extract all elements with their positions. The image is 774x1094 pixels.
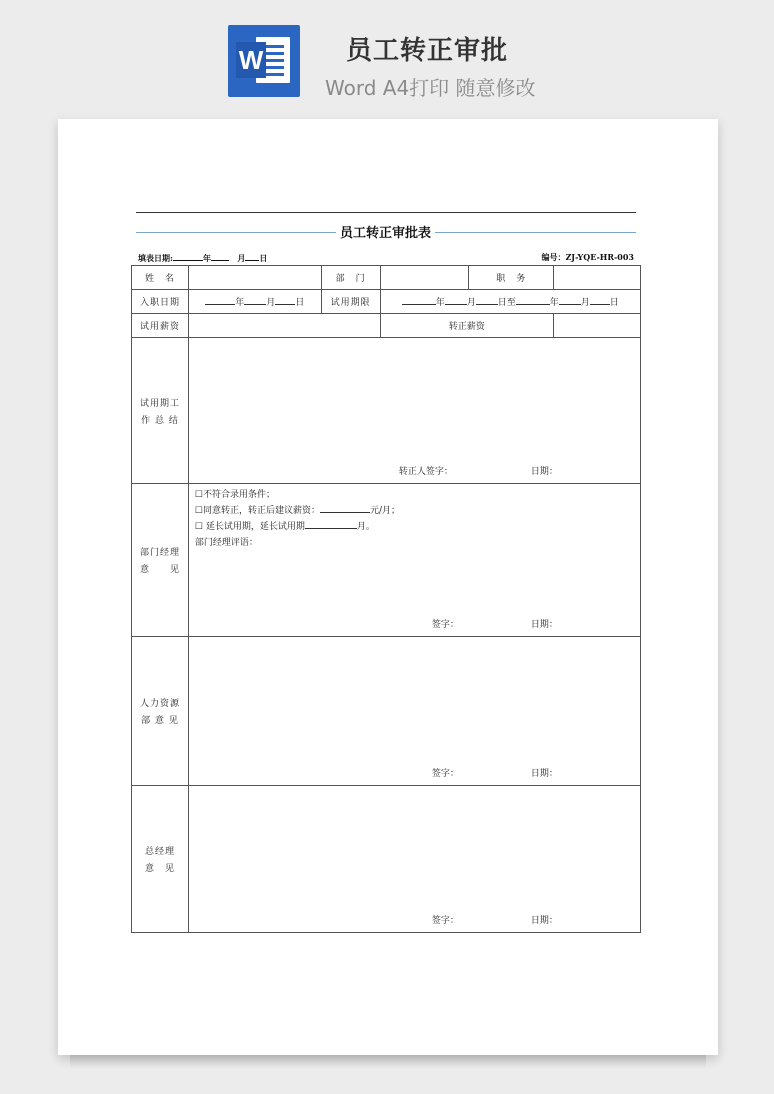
join-month-label: 月 bbox=[266, 298, 276, 308]
fill-date-year-blank[interactable] bbox=[173, 252, 203, 261]
dept-signature-label: 签字： bbox=[431, 620, 459, 630]
fill-date-month-blank[interactable] bbox=[211, 252, 229, 261]
name-field[interactable] bbox=[188, 266, 321, 290]
department-label: 部 门 bbox=[321, 266, 380, 290]
trial-salary-label: 试用薪资 bbox=[132, 314, 189, 338]
dept-manager-label-line2: 意 见 bbox=[139, 565, 180, 575]
summary-signature-label: 转正人签字： bbox=[398, 467, 453, 477]
hr-signature-label: 签字： bbox=[431, 769, 459, 779]
summary-date-label: 日期： bbox=[530, 467, 558, 477]
form-title: 员工转正审批表 bbox=[336, 223, 435, 245]
form-code: 编号：ZJ-YQE-HR-003 bbox=[541, 252, 634, 262]
prob-day2-label: 日 bbox=[609, 298, 619, 308]
option-approve-regular-text: ☐同意转正，转正后建议薪资： bbox=[194, 506, 320, 516]
prob-month2-label: 月 bbox=[580, 298, 590, 308]
prob-day-to-label: 日至 bbox=[497, 298, 516, 308]
work-summary-label bbox=[132, 338, 189, 484]
prob-year1-label: 年 bbox=[435, 298, 445, 308]
prob-year2-label: 年 bbox=[549, 298, 559, 308]
work-summary-field[interactable] bbox=[188, 338, 640, 484]
position-label: 职 务 bbox=[469, 266, 554, 290]
dept-manager-comment-label: 部门经理评语： bbox=[194, 538, 258, 548]
join-date-field[interactable] bbox=[188, 290, 321, 314]
gm-opinion-label bbox=[132, 786, 189, 933]
option-extend-probation-unit: 月。 bbox=[356, 522, 375, 532]
hr-opinion-field[interactable] bbox=[188, 637, 640, 786]
fill-date-month-label: 月 bbox=[237, 253, 246, 263]
word-icon bbox=[228, 25, 300, 97]
option-extend-probation[interactable] bbox=[195, 519, 375, 532]
probation-period-field[interactable] bbox=[380, 290, 640, 314]
position-field[interactable] bbox=[554, 266, 641, 290]
header bbox=[0, 0, 774, 110]
top-rule bbox=[136, 212, 636, 213]
document-page bbox=[58, 119, 718, 1055]
prob-month1-label: 月 bbox=[466, 298, 476, 308]
join-date-label: 入职日期 bbox=[132, 290, 189, 314]
hr-opinion-label bbox=[132, 637, 189, 786]
regular-salary-label: 转正薪资 bbox=[380, 314, 554, 338]
hr-label-line1: 人力资源 bbox=[139, 699, 180, 709]
hr-label-line2: 部 意 见 bbox=[141, 716, 179, 726]
trial-salary-field[interactable] bbox=[188, 314, 380, 338]
hr-date-label: 日期： bbox=[530, 769, 558, 779]
name-label: 姓 名 bbox=[132, 266, 189, 290]
gm-date-label: 日期： bbox=[530, 916, 558, 926]
option-not-qualified[interactable]: ☐不符合录用条件； bbox=[194, 490, 275, 500]
page-title: 员工转正审批 bbox=[346, 36, 509, 66]
option-extend-probation-text: ☐ 延长试用期，延长试用期 bbox=[194, 522, 305, 532]
join-year-label: 年 bbox=[235, 298, 245, 308]
gm-label-line1: 总经理 bbox=[144, 847, 175, 857]
fill-date-day-label: 日 bbox=[259, 253, 268, 263]
option-approve-regular-unit: 元/月； bbox=[370, 506, 401, 516]
dept-manager-opinion-label bbox=[132, 484, 189, 637]
fill-date-day-blank[interactable] bbox=[245, 252, 259, 261]
gm-signature-label: 签字： bbox=[431, 916, 459, 926]
dept-manager-opinion-field[interactable] bbox=[188, 484, 640, 637]
regular-salary-field[interactable] bbox=[554, 314, 641, 338]
work-summary-label-line2: 作 总 结 bbox=[141, 415, 179, 426]
fill-date-year-label: 年 bbox=[202, 253, 211, 263]
watermark bbox=[86, 464, 111, 489]
option-approve-regular[interactable] bbox=[195, 503, 400, 516]
gm-opinion-field[interactable] bbox=[188, 786, 640, 933]
dept-date-label: 日期： bbox=[530, 620, 558, 630]
department-field[interactable] bbox=[380, 266, 469, 290]
gm-label-line2: 意 见 bbox=[144, 864, 175, 874]
word-letter: W bbox=[236, 42, 266, 78]
fill-date bbox=[138, 252, 267, 264]
dept-manager-label-line1: 部门经理 bbox=[139, 548, 180, 558]
probation-period-label: 试用期限 bbox=[321, 290, 380, 314]
page-shadow bbox=[70, 1055, 706, 1069]
approval-form-table bbox=[131, 265, 641, 933]
page-subtitle: Word A4打印 随意修改 bbox=[325, 76, 536, 100]
join-day-label: 日 bbox=[295, 298, 305, 308]
fill-date-label: 填表日期: bbox=[138, 253, 173, 263]
work-summary-label-line1: 试用期工 bbox=[139, 398, 180, 409]
